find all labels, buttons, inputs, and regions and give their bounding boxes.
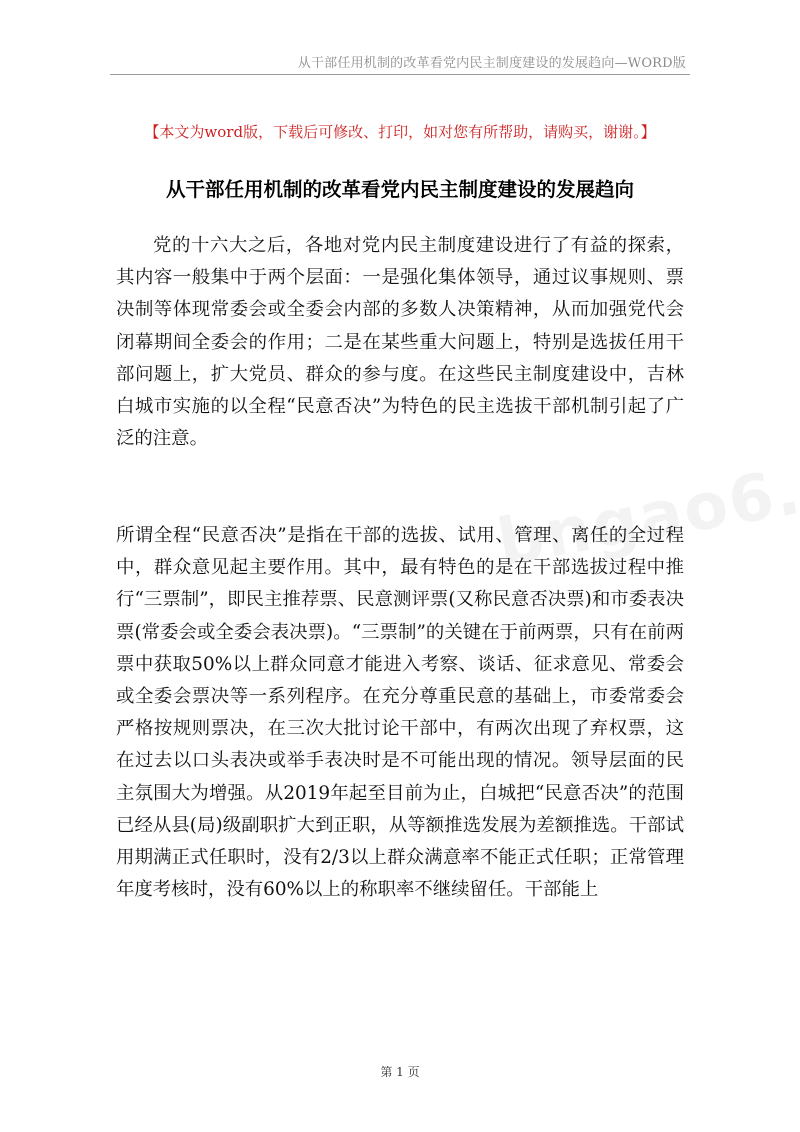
body-paragraph-1: 党的十六大之后，各地对党内民主制度建设进行了有益的探索，其内容一般集中于两个层面：一是强化集体领导，通过议事规则、票决制等体现常委会或全委会内部的多数人决策精神，从而加强党代会闭幕期间全委会的作用；二是在某些重大问题上，特别是选拔任用干部问题上，扩大党员、群众的参与度。在这些民主制度建设中，吉林白城市实施的以全程“民意否决”为特色的民主选拔干部机制引起了广泛的注意。 bbox=[116, 235, 684, 450]
document-title: 从干部任用机制的改革看党内民主制度建设的发展趋向 bbox=[165, 178, 634, 201]
header-divider bbox=[110, 74, 690, 75]
body-paragraph-2: 所谓全程“民意否决”是指在干部的选拔、试用、管理、离任的全过程中，群众意见起主要作用。其中，最有特色的是在干部选拔过程中推行“三票制”，即民主推荐票、民意测评票(又称民意否决票)和市委表决票(常委会或全委会表决票)。“三票制”的关键在于前两票，只有在前两票中获取50%以上群众同意才能进入考察、谈话、征求意见、常委会或全委会票决等一系列程序。在充分尊重民意的基础上，市委常委会严格按规则票决，在三次大批讨论干部中，有两次出现了弃权票，这在过去以口头表决或举手表决时是不可能出现的情况。领导层面的民主氛围大为增强。从2019年起至目前为止，白城把“民意否决”的范围已经从县(局)级副职扩大到正职，从等额推选发展为差额推选。干部试用期满正式任职时，没有2/3以上群众满意率不能正式任职；正常管理年度考核时，没有60%以上的称职率不继续留任。干部能上 bbox=[116, 525, 684, 901]
running-header: 从干部任用机制的改革看党内民主制度建设的发展趋向—WORD版 bbox=[297, 56, 686, 71]
page-number: 第 1 页 bbox=[380, 1065, 420, 1079]
download-notice: 【本文为word版，下载后可修改、打印，如对您有所帮助，请购买，谢谢。】 bbox=[144, 123, 656, 141]
